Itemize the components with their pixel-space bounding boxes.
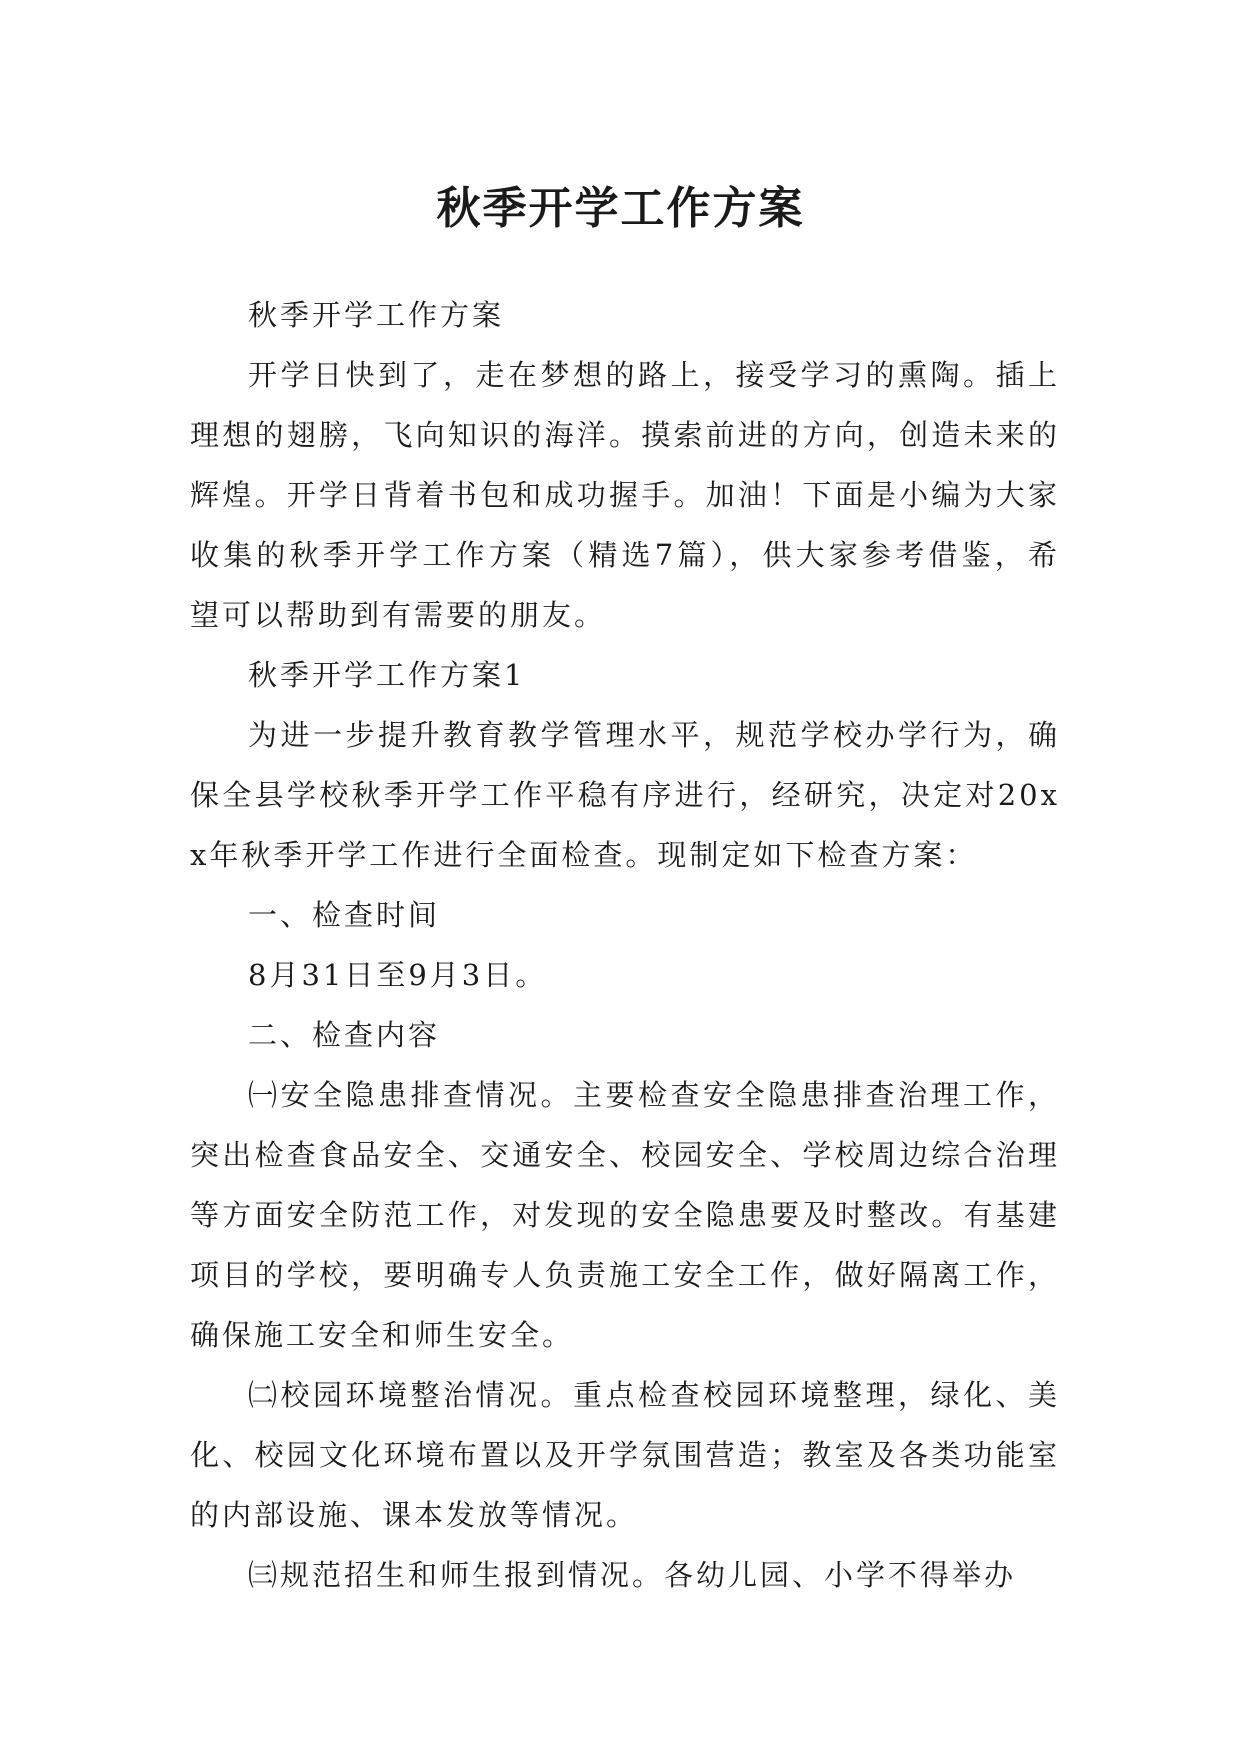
paragraph-intro: 开学日快到了，走在梦想的路上，接受学习的熏陶。插上理想的翅膀，飞向知识的海洋。摸索前进的方向，创造未来的辉煌。开学日背着书包和成功握手。加油！下面是小编为大家收集的秋季开学工作方案（精选7篇），供大家参考借鉴，希望可以帮助到有需要的朋友。 [190, 358, 1060, 632]
paragraph-item-2: ㈡校园环境整治情况。重点检查校园环境整理，绿化、美化、校园文化环境布置以及开学氛围营造；教室及各类功能室的内部设施、课本发放等情况。 [190, 1378, 1060, 1532]
paragraph-subtitle: 秋季开学工作方案 [248, 298, 505, 332]
paragraph-section-heading: 秋季开学工作方案1 [248, 658, 526, 692]
document-body [190, 285, 1060, 1605]
document-title: 秋季开学工作方案 [436, 183, 805, 235]
paragraph-purpose: 为进一步提升教育教学管理水平，规范学校办学行为，确保全县学校秋季开学工作平稳有序进行，经研究，决定对20xx年秋季开学工作进行全面检查。现制定如下检查方案： [190, 718, 1060, 872]
paragraph-item-3: ㈢规范招生和师生报到情况。各幼儿园、小学不得举办 [248, 1558, 1017, 1592]
paragraph-heading-content: 二、检查内容 [248, 1018, 441, 1052]
paragraph-item-1: ㈠安全隐患排查情况。主要检查安全隐患排查治理工作，突出检查食品安全、交通安全、校园安全、学校周边综合治理等方面安全防范工作，对发现的安全隐患要及时整改。有基建项目的学校，要明确专人负责施工安全工作，做好隔离工作，确保施工安全和师生安全。 [190, 1078, 1060, 1352]
paragraph-heading-time: 一、检查时间 [248, 898, 441, 932]
paragraph-time: 8月31日至9月3日。 [248, 958, 548, 992]
